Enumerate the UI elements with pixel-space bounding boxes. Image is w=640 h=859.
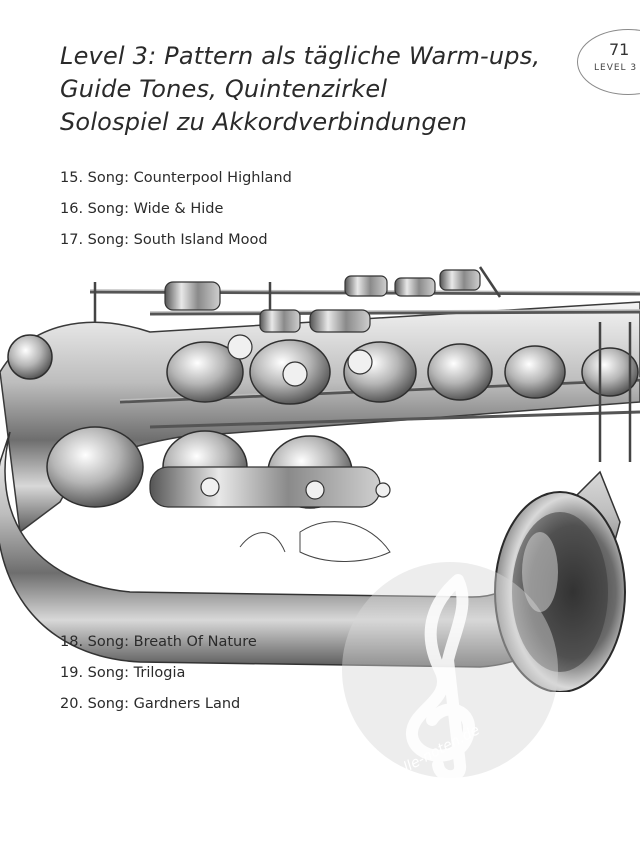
page-number-badge bbox=[577, 29, 640, 95]
list-item: 20. Song: Gardners Land bbox=[60, 696, 241, 712]
page-number: 71 bbox=[609, 40, 630, 59]
treble-clef-watermark-icon bbox=[340, 560, 560, 780]
song-list-bottom bbox=[60, 632, 257, 725]
title-line-1: Level 3: Pattern als tägliche Warm-ups, bbox=[60, 42, 541, 70]
list-item: 15. Song: Counterpool Highland bbox=[60, 170, 292, 186]
list-item: 16. Song: Wide & Hide bbox=[60, 201, 224, 217]
title-line-2: Guide Tones, Quintenzirkel bbox=[60, 75, 388, 103]
list-item: 19. Song: Trilogia bbox=[60, 665, 186, 681]
page-title bbox=[60, 40, 540, 139]
list-item: 18. Song: Breath Of Nature bbox=[60, 634, 257, 650]
title-line-3: Solospiel zu Akkordverbindungen bbox=[60, 108, 468, 136]
list-item: 17. Song: South Island Mood bbox=[60, 232, 268, 248]
song-list-top bbox=[60, 168, 292, 261]
page-level-label: LEVEL 3 bbox=[594, 63, 638, 73]
watermark-text: alle-noten.de bbox=[393, 722, 483, 780]
